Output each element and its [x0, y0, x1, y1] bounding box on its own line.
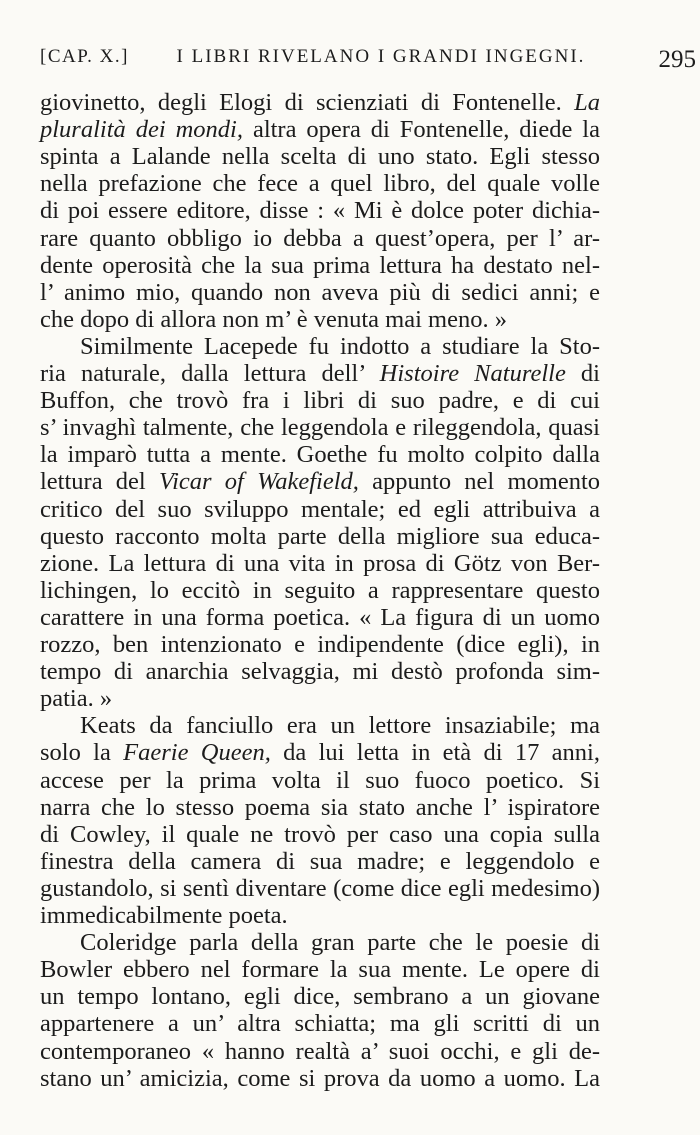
text-line — [40, 848, 600, 875]
text-run: appartenere a un’ altra schiatta; ma gli scritti di un — [40, 1010, 600, 1038]
text-run: la imparò tutta a mente. Goethe fu molto colpito dalla — [40, 441, 600, 469]
text-line — [40, 794, 600, 821]
italic-title-run: Vicar of Wakefield, — [158, 468, 359, 496]
text-line — [40, 306, 600, 333]
text-run: accese per la prima volta il suo fuoco poetico. Si — [40, 766, 600, 794]
text-line — [40, 739, 600, 766]
text-line — [40, 360, 600, 387]
text-line — [40, 279, 600, 306]
text-run: un tempo lontano, egli dice, sembrano a un giovane — [40, 983, 600, 1011]
text-run: Coleridge parla della gran parte che le poesie di — [80, 929, 600, 957]
text-line — [40, 116, 600, 143]
text-run: solo la — [40, 739, 124, 767]
text-run: gustandolo, si sentì diventare (come dice egli medesimo) — [40, 874, 600, 902]
text-line — [40, 685, 600, 712]
text-run: narra che lo stesso poema sia stato anche l’ ispiratore — [40, 793, 600, 821]
text-line — [40, 333, 600, 360]
text-line — [40, 875, 600, 902]
text-run: contemporaneo « hanno realtà a’ suoi occhi, e gli de- — [40, 1037, 600, 1065]
text-line — [40, 956, 600, 983]
chapter-label: [CAP. X.] — [40, 46, 129, 67]
text-run: finestra della camera di sua madre; e leggendolo e — [40, 847, 600, 875]
text-run: questo racconto molta parte della migliore sua educa- — [40, 522, 600, 550]
text-line — [40, 523, 600, 550]
text-run: giovinetto, degli Elogi di scienziati di Fontenelle. — [40, 89, 575, 116]
text-line — [40, 658, 600, 685]
text-line — [40, 468, 600, 495]
text-run: stano un’ amicizia, come si prova da uomo a uomo. La — [40, 1064, 600, 1092]
text-line — [40, 1065, 600, 1092]
text-run: s’ invaghì talmente, che leggendola e rileggendola, quasi — [40, 414, 600, 442]
text-line — [40, 767, 600, 794]
italic-title-run: Histoire Naturelle — [379, 360, 566, 387]
text-run: dente operosità che la sua prima lettura ha destato nel- — [40, 251, 600, 279]
text-run: da lui letta in età di 17 anni, — [270, 739, 600, 767]
text-run: critico del suo sviluppo mentale; ed egli attribuiva a — [40, 495, 600, 523]
text-run: altra opera di Fontenelle, diede la — [242, 116, 600, 144]
text-line — [40, 89, 600, 116]
italic-title-run: pluralità dei mondi, — [40, 116, 243, 144]
text-line — [40, 1010, 600, 1037]
text-line — [40, 712, 600, 739]
running-header — [40, 46, 696, 73]
text-line — [40, 387, 600, 414]
text-run: immedicabilmente poeta. — [40, 902, 288, 929]
text-run: rozzo, ben intenzionato e indipendente (dice egli), in — [40, 631, 600, 658]
text-run: di Cowley, il quale ne trovò per caso una copia sulla — [40, 820, 600, 848]
text-run: Keats da fanciullo era un lettore insaziabile; ma — [80, 712, 600, 740]
text-line — [40, 197, 600, 224]
text-run: zione. La lettura di una vita in prosa di Götz von Ber- — [40, 549, 600, 577]
running-title: I LIBRI RIVELANO I GRANDI INGEGNI. — [176, 46, 586, 67]
text-run: Bowler ebbero nel formare la sua mente. Le opere di — [40, 956, 600, 984]
text-line — [40, 496, 600, 523]
text-line — [40, 1038, 600, 1065]
text-line — [40, 604, 600, 631]
text-run: nella prefazione che fece a quel libro, del quale volle — [40, 170, 600, 198]
text-run: appunto nel momento — [358, 468, 600, 496]
text-run: di — [565, 360, 600, 387]
italic-title-run: Faerie Queen, — [123, 739, 271, 767]
text-line — [40, 902, 600, 929]
text-run: carattere in una forma poetica. « La figura di un uomo — [40, 603, 600, 631]
text-run: lichingen, lo eccitò in seguito a rappresentare questo — [40, 576, 600, 604]
text-run: Similmente Lacepede fu indotto a studiare la Sto- — [80, 332, 600, 360]
text-line — [40, 414, 600, 441]
text-run: ria naturale, dalla lettura dell’ — [40, 360, 380, 387]
text-run: patia. » — [40, 685, 113, 713]
text-line — [40, 225, 600, 252]
text-run: di poi essere editore, disse : « Mi è dolce poter dichia- — [40, 197, 600, 225]
text-line — [40, 143, 600, 170]
text-run: spinta a Lalande nella scelta di uno stato. Egli stesso — [40, 143, 600, 171]
text-run: Buffon, che trovò fra i libri di suo padre, e di cui — [40, 387, 600, 415]
text-run: rare quanto obbligo io debba a quest’opera, per l’ ar- — [40, 224, 600, 252]
text-line — [40, 170, 600, 197]
text-line — [40, 929, 600, 956]
text-run: tempo di anarchia selvaggia, mi destò profonda sim- — [40, 658, 600, 686]
text-run: che dopo di allora non m’ è venuta mai meno. » — [40, 305, 507, 333]
text-line — [40, 252, 600, 279]
text-run: lettura del — [40, 468, 159, 496]
text-line — [40, 821, 600, 848]
text-run: l’ animo mio, quando non aveva più di sedici anni; e — [40, 278, 600, 306]
page-number: 295 — [658, 46, 696, 73]
italic-title-run: La — [574, 89, 600, 116]
text-line — [40, 631, 600, 658]
text-line — [40, 983, 600, 1010]
text-line — [40, 577, 600, 604]
text-line — [40, 550, 600, 577]
text-line — [40, 441, 600, 468]
